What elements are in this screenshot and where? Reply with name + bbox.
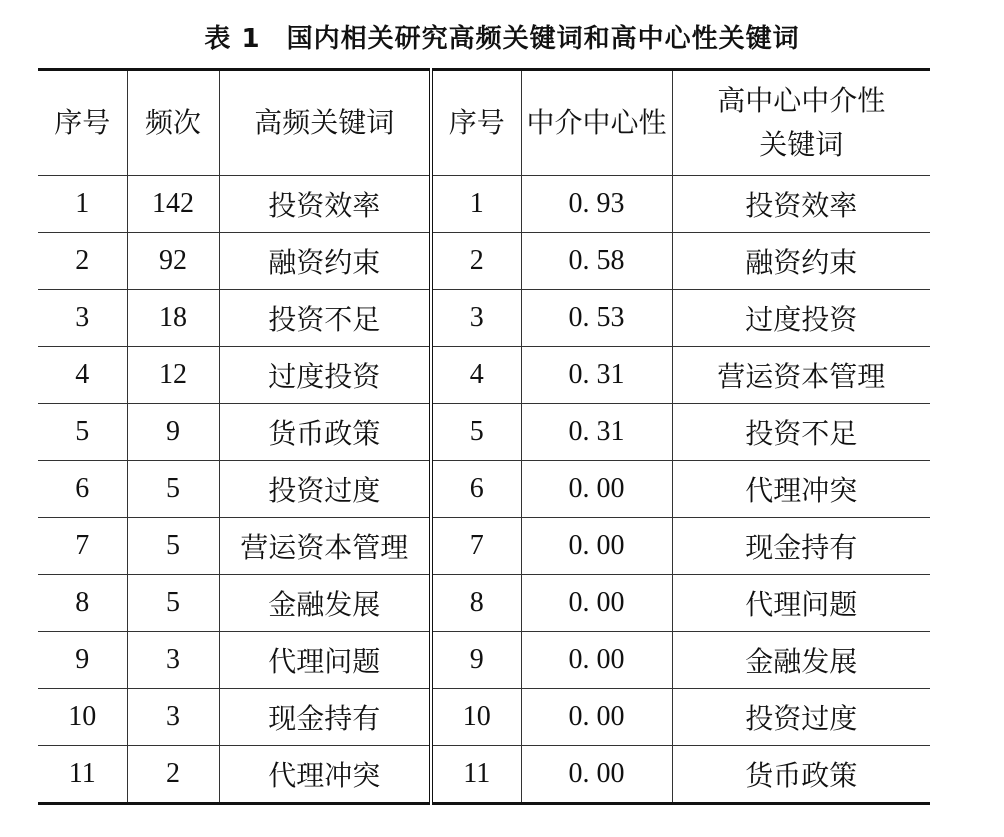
header-frequency: 频次 [127,70,219,176]
table-row [38,632,930,689]
cell-high-centrality-keyword: 营运资本管理 [672,347,930,404]
table-row [38,575,930,632]
table-caption: 国内相关研究高频关键词和高中心性关键词 [286,24,800,54]
cell-high-centrality-keyword: 投资过度 [672,689,930,746]
cell-seq-right: 1 [431,176,521,233]
cell-frequency: 3 [127,689,219,746]
cell-seq-left: 7 [38,518,127,575]
cell-high-centrality-keyword: 代理冲突 [672,461,930,518]
cell-betweenness: 0. 00 [521,575,672,632]
header-seq-left: 序号 [38,70,127,176]
cell-seq-left: 4 [38,347,127,404]
cell-high-freq-keyword: 货币政策 [219,404,431,461]
table-row [38,518,930,575]
cell-frequency: 9 [127,404,219,461]
table-row [38,347,930,404]
cell-high-freq-keyword: 代理冲突 [219,746,431,804]
table-body [38,176,930,804]
cell-seq-left: 9 [38,632,127,689]
table-row [38,233,930,290]
cell-betweenness: 0. 00 [521,518,672,575]
cell-seq-left: 2 [38,233,127,290]
cell-betweenness: 0. 93 [521,176,672,233]
cell-high-centrality-keyword: 投资不足 [672,404,930,461]
cell-high-freq-keyword: 投资不足 [219,290,431,347]
cell-high-centrality-keyword: 过度投资 [672,290,930,347]
cell-frequency: 12 [127,347,219,404]
cell-high-freq-keyword: 营运资本管理 [219,518,431,575]
header-betweenness: 中介中心性 [521,70,672,176]
header-seq-right: 序号 [431,70,521,176]
cell-high-centrality-keyword: 金融发展 [672,632,930,689]
cell-high-centrality-keyword: 融资约束 [672,233,930,290]
cell-seq-right: 6 [431,461,521,518]
cell-seq-left: 1 [38,176,127,233]
cell-seq-left: 6 [38,461,127,518]
cell-seq-right: 3 [431,290,521,347]
cell-high-freq-keyword: 代理问题 [219,632,431,689]
cell-seq-right: 2 [431,233,521,290]
cell-seq-right: 9 [431,632,521,689]
cell-high-freq-keyword: 投资过度 [219,461,431,518]
cell-high-centrality-keyword: 现金持有 [672,518,930,575]
cell-frequency: 5 [127,518,219,575]
cell-betweenness: 0. 00 [521,746,672,804]
cell-seq-right: 4 [431,347,521,404]
cell-high-centrality-keyword: 货币政策 [672,746,930,804]
cell-seq-right: 8 [431,575,521,632]
table-row [38,290,930,347]
cell-betweenness: 0. 31 [521,404,672,461]
cell-seq-right: 7 [431,518,521,575]
header-high-centrality-keyword-line1: 高中心中介性 [717,84,886,117]
cell-frequency: 2 [127,746,219,804]
cell-high-centrality-keyword: 代理问题 [672,575,930,632]
cell-betweenness: 0. 53 [521,290,672,347]
table-number: 表 1 [204,24,261,54]
cell-betweenness: 0. 58 [521,233,672,290]
cell-frequency: 3 [127,632,219,689]
cell-frequency: 92 [127,233,219,290]
cell-betweenness: 0. 00 [521,689,672,746]
cell-seq-right: 10 [431,689,521,746]
cell-seq-left: 3 [38,290,127,347]
cell-seq-left: 11 [68,758,96,789]
keyword-table [38,68,930,805]
cell-seq-left: 10 [38,689,127,746]
table-title [0,18,1004,55]
header-high-centrality-keyword-line2: 关键词 [759,128,844,161]
cell-frequency: 18 [127,290,219,347]
cell-frequency: 5 [127,461,219,518]
cell-high-centrality-keyword: 投资效率 [672,176,930,233]
header-row [38,70,930,176]
cell-frequency: 5 [127,575,219,632]
table-row [38,746,930,804]
cell-high-freq-keyword: 融资约束 [219,233,431,290]
cell-high-freq-keyword: 现金持有 [219,689,431,746]
table-row [38,689,930,746]
cell-high-freq-keyword: 投资效率 [219,176,431,233]
header-high-freq-keyword: 高频关键词 [219,70,431,176]
cell-betweenness: 0. 31 [521,347,672,404]
table-row [38,404,930,461]
cell-betweenness: 0. 00 [521,461,672,518]
table-row [38,176,930,233]
cell-seq-left: 5 [38,404,127,461]
cell-high-freq-keyword: 金融发展 [219,575,431,632]
cell-betweenness: 0. 00 [521,632,672,689]
cell-high-freq-keyword: 过度投资 [219,347,431,404]
cell-seq-right: 5 [431,404,521,461]
cell-seq-left: 8 [38,575,127,632]
cell-seq-right: 11 [431,746,521,804]
table-row [38,461,930,518]
cell-frequency: 142 [127,176,219,233]
header-high-centrality-keyword [672,70,930,176]
